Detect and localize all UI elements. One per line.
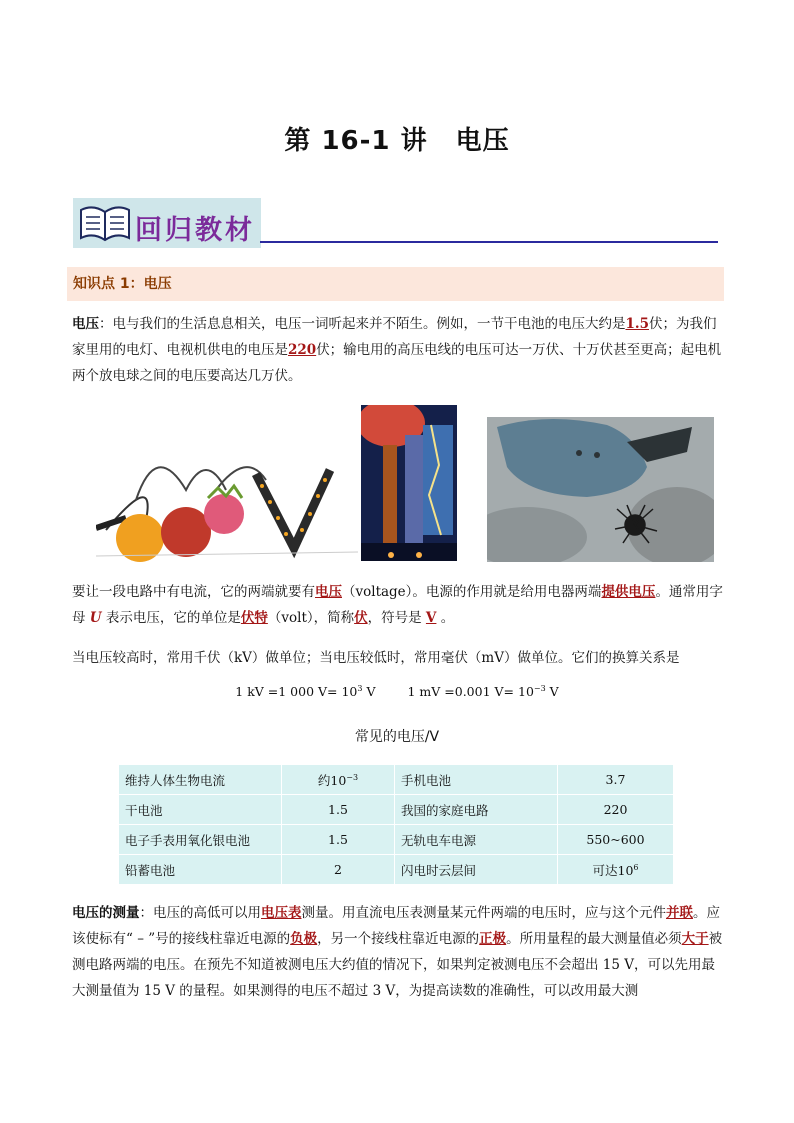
intro-lead: 电压 <box>72 316 99 332</box>
table-row <box>119 825 674 855</box>
value-220: 220 <box>288 342 317 358</box>
table-cell: 铅蓄电池 <box>119 855 282 885</box>
measurement-paragraph: 电压的测量：电压的高低可以用电压表测量。用直流电压表测量某元件两端的电压时，应与这个元件并联。应该使标有“ – ”号的接线柱靠近电源的负极，另一个接线柱靠近电源的正极。所用量程的最大测量值必须大于被测电路两端的电压。在预先不知道被测电压大约值的情况下，如果判定被测电压不会超出 15 V，可以先用最大测量值为 15 V 的量程。如果测得的电压不超过 3 V，为提高读数的准确性，可以改用最大测 <box>72 905 723 999</box>
knowledge-point-header <box>67 267 724 301</box>
title-part2: 电压 <box>455 126 510 156</box>
title-part1: 第 16-1 讲 <box>284 126 428 156</box>
fruit-battery-image <box>96 430 358 564</box>
table-cell: 闪电时云层间 <box>395 855 558 885</box>
table-cell: 手机电池 <box>395 765 558 795</box>
table-cell: 电子手表用氧化银电池 <box>119 825 282 855</box>
table-row <box>119 795 674 825</box>
knowledge-point-label: 知识点 1：电压 <box>73 276 172 292</box>
keyword-volt: 伏特 <box>240 610 268 626</box>
units-paragraph: 当电压较高时，常用千伏（kV）做单位；当电压较低时，常用毫伏（mV）做单位。它们的换算关系是 <box>72 650 680 666</box>
definition-paragraph: 要让一段电路中有电流，它的两端就要有电压（voltage）。电源的作用就是给用电器两端提供电压。通常用字母 U 表示电压，它的单位是伏特（volt），简称伏，符号是 V 。 <box>72 584 723 626</box>
keyword-positive: 正极 <box>479 931 507 947</box>
keyword-provide-voltage: 提供电压 <box>601 584 656 600</box>
table-cell: 1.5 <box>282 825 395 855</box>
table-cell: 1.5 <box>282 795 395 825</box>
keyword-greater: 大于 <box>681 931 709 947</box>
conversion-formula: 1 kV =1 000 $V= 10^3$ V 1 mV =0.001 $V= 10^{-3}$ V <box>235 684 559 700</box>
table-cell: 220 <box>558 795 674 825</box>
intro-paragraph: 电压：电与我们的生活息息相关，电压一词听起来并不陌生。例如，一节干电池的电压大约是1.5伏；为我们家里用的电灯、电视机供电的电压是220伏；输电用的高压电线的电压可达一万伏、十万伏甚至更高；起电机两个放电球之间的电压要高达几万伏。 <box>72 316 722 384</box>
measurement-lead: 电压的测量 <box>72 905 140 921</box>
table-cell: 无轨电车电源 <box>395 825 558 855</box>
table-cell: 干电池 <box>119 795 282 825</box>
keyword-parallel: 并联 <box>666 905 693 921</box>
table-row <box>119 855 674 885</box>
table-row <box>119 765 674 795</box>
table-cell: 2 <box>282 855 395 885</box>
banner-label: 回归教材 <box>135 215 255 246</box>
page-title <box>0 120 794 157</box>
table-cell: 可达$10^6$ <box>558 855 674 885</box>
keyword-volt-short: 伏 <box>354 610 368 626</box>
keyword-negative: 负极 <box>290 931 318 947</box>
table-cell: 我国的家庭电路 <box>395 795 558 825</box>
keyword-v-symbol: V <box>425 610 437 626</box>
banner-rule <box>260 241 718 243</box>
table-cell: 550~600 <box>558 825 674 855</box>
table-cell: 3.7 <box>558 765 674 795</box>
section-banner <box>73 198 261 248</box>
electric-ray-image <box>487 417 714 562</box>
keyword-voltage: 电压 <box>315 584 342 600</box>
voltage-table <box>118 764 674 885</box>
table-cell: 维持人体生物电流 <box>119 765 282 795</box>
table-caption: 常见的电压/V <box>354 729 440 745</box>
table-cell: 约$10^{-3}$ <box>282 765 395 795</box>
van-de-graaff-image <box>361 405 457 561</box>
value-1-5: 1.5 <box>625 316 649 332</box>
keyword-voltmeter: 电压表 <box>261 905 302 921</box>
book-icon <box>77 204 133 242</box>
symbol-u: U <box>89 610 102 626</box>
